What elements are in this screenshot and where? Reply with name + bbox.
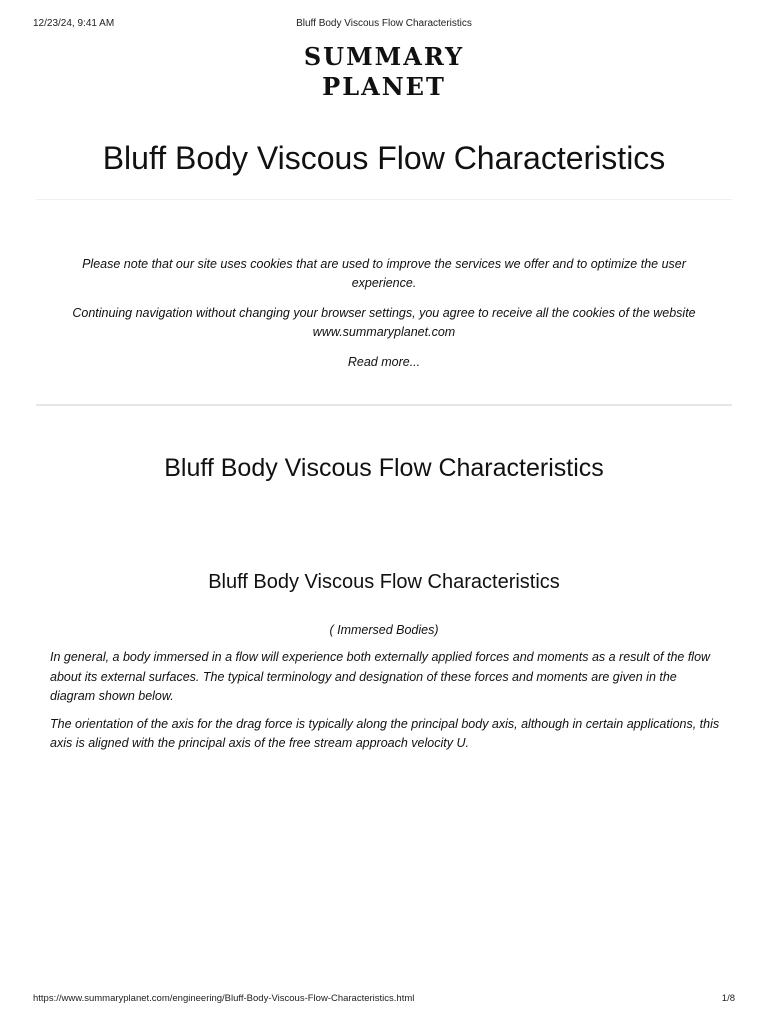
page-number: 1/8 (721, 993, 735, 1004)
site-page-title: Bluff Body Viscous Flow Characteristics (102, 140, 666, 176)
print-footer (0, 993, 768, 1007)
print-date: 12/23/24, 9:41 AM (33, 18, 115, 29)
body-paragraph: The orientation of the axis for the drag force is typically along the principal body axis, although in certain applications, this axis is aligned with the principal axis of the free stream approach velocity U. (50, 716, 720, 750)
cookie-notice (50, 255, 718, 383)
logo-line-planet: PLANET (322, 72, 446, 101)
body-paragraph: In general, a body immersed in a flow will experience both externally applied forces and moments as a result of the flow about its external surfaces. The typical terminology and designation of these forces and moments are given in the diagram shown below. (50, 650, 711, 703)
logo-line-summary: SUMMARY (303, 42, 465, 71)
section-subtitle: ( Immersed Bodies) (329, 623, 439, 637)
print-url: https://www.summaryplanet.com/engineering/Bluff-Body-Viscous-Flow-Characteristics.html (33, 993, 415, 1004)
read-more-link[interactable]: Read more... (347, 355, 421, 369)
cookie-notice-text: Please note that our site uses cookies that are used to improve the services we offer and to optimize the user experience. (82, 257, 686, 290)
cookie-consent-text: Continuing navigation without changing your browser settings, you agree to receive all the cookies of the website www.summaryplanet.com (72, 306, 696, 339)
header-divider (36, 199, 732, 200)
print-doc-title: Bluff Body Viscous Flow Characteristics (296, 18, 472, 29)
site-logo[interactable] (0, 42, 768, 102)
section-title: Bluff Body Viscous Flow Characteristics (208, 571, 560, 593)
article-body (50, 648, 720, 762)
cookie-divider (36, 404, 732, 406)
article-title: Bluff Body Viscous Flow Characteristics (164, 454, 604, 482)
print-header (0, 18, 768, 32)
